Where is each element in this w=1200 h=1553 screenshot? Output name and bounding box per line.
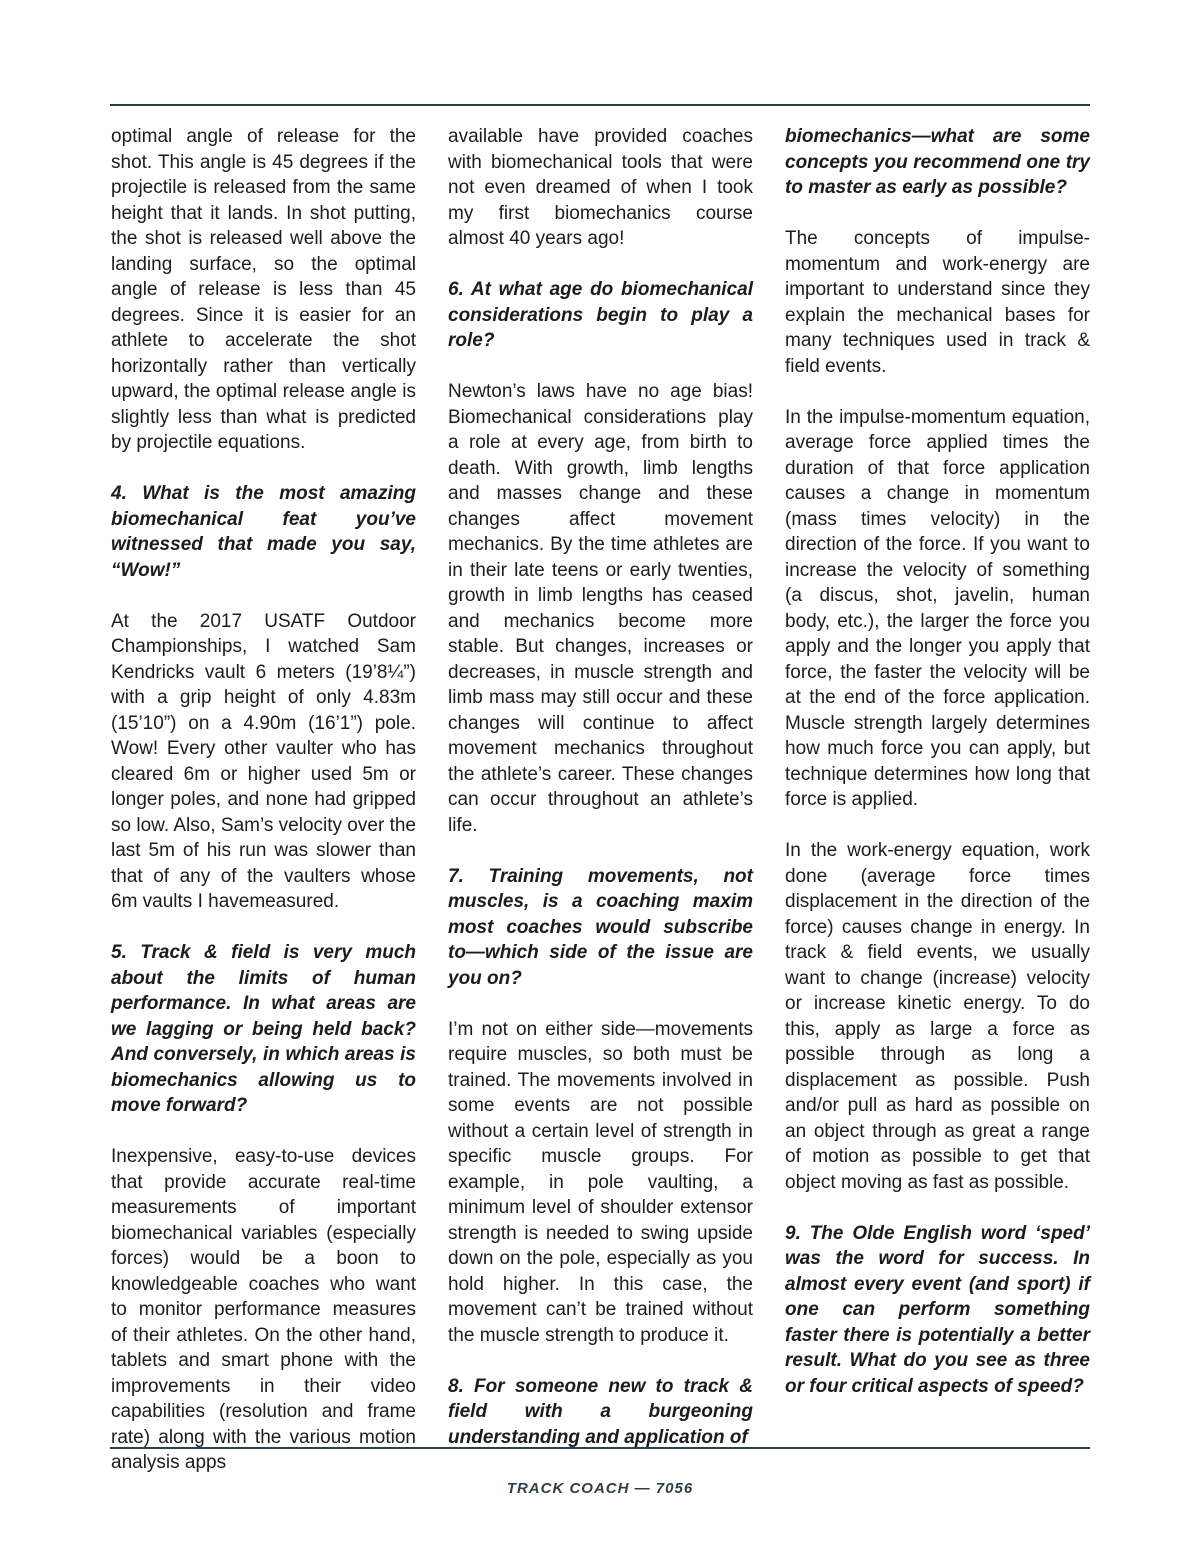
question-heading: biomechanics—what are some concepts you recommend one try to master as early as possible? <box>785 126 1090 198</box>
top-rule <box>110 104 1090 106</box>
question-heading: 4. What is the most amazing biomechanical feat you’ve witnessed that made you say, “Wow!” <box>111 483 416 581</box>
column-1 <box>111 124 416 1476</box>
paragraph: Newton’s laws have no age bias! Biomechanical considerations play a role at every age, from birth to death. With growth, limb lengths and masses change and these changes affect movement mechanics. By the time athletes are in their late teens or early twenties, growth in limb lengths has ceased and mechanics become more stable. But changes, increases or decreases, in muscle strength and limb mass may still occur and these changes will continue to affect movement mechanics throughout the athlete’s career. These changes can occur throughout an athlete’s life. <box>448 381 753 836</box>
page-footer: TRACK COACH — 7056 <box>506 1480 694 1497</box>
paragraph: optimal angle of release for the shot. This angle is 45 degrees if the projectile is released from the same height that it lands. In shot putting, the shot is released well above the landing surface, so the optimal angle of release is less than 45 degrees. Since it is easier for an athlete to accelerate the shot horizontally rather than vertically upward, the optimal release angle is slightly less than what is predicted by projectile equations. <box>111 126 416 453</box>
paragraph: In the impulse-momentum equation, average force applied times the duration of that force application causes a change in momentum (mass times velocity) in the direction of the force. If you want to increase the velocity of something (a discus, shot, javelin, human body, etc.), the larger the force you apply and the longer you apply that force, the faster the velocity will be at the end of the force application. Muscle strength largely determines how much force you can apply, but technique determines how long that force is applied. <box>785 406 1090 810</box>
paragraph: In the work-energy equation, work done (average force times displacement in the direction of the force) causes change in energy. In track & field events, we usually want to change (increase) velocity or increase kinetic energy. To do this, apply as large a force as possible through as long a displacement as possible. Push and/or pull as hard as possible on an object through as great a range of motion as possible to get that object moving as fast as possible. <box>785 840 1090 1193</box>
question-heading: 8. For someone new to track & field with a burgeoning understanding and application of <box>448 1375 753 1448</box>
column-2 <box>448 124 753 1450</box>
question-heading: 6. At what age do biomechanical considerations begin to play a role? <box>448 279 753 351</box>
paragraph: I’m not on either side—movements require muscles, so both must be trained. The movements involved in some events are not possible without a certain level of strength in specific muscle groups. For example, in pole vaulting, a minimum level of shoulder extensor strength is needed to swing upside down on the pole, especially as you hold higher. In this case, the movement can’t be trained without the muscle strength to produce it. <box>448 1018 753 1346</box>
question-heading: 9. The Olde English word ‘sped’ was the word for success. In almost every event (and sport) if one can perform something faster there is potentially a better result. What do you see as three or four critical aspects of speed? <box>785 1222 1090 1397</box>
column-3 <box>785 124 1090 1399</box>
question-heading: 5. Track & field is very much about the limits of human performance. In what areas are we lagging or being held back? And conversely, in which areas is biomechanics allowing us to move forward? <box>111 942 416 1116</box>
paragraph: The concepts of impulse-momentum and work-energy are important to understand since they explain the mechanical bases for many techniques used in track & field events. <box>785 228 1090 377</box>
paragraph: available have provided coaches with biomechanical tools that were not even dreamed of when I took my first biomechanics course almost 40 years ago! <box>448 126 753 249</box>
paragraph: Inexpensive, easy-to-use devices that provide accurate real-time measurements of important biomechanical variables (especially forces) would be a boon to knowledgeable coaches who want to monitor performance measures of their athletes. On the other hand, tablets and smart phone with the improvements in their video capabilities (resolution and frame rate) along with the various motion analysis apps <box>111 1146 416 1473</box>
paragraph: At the 2017 USATF Outdoor Championships, I watched Sam Kendricks vault 6 meters (19’8¼”) with a grip height of only 4.83m (15’10”) on a 4.90m (16’1”) pole. Wow! Every other vaulter who has cleared 6m or higher used 5m or longer poles, and none had gripped so low. Also, Sam’s velocity over the last 5m of his run was slower than that of any of the vaulters whose 6m vaults I havemeasured. <box>111 610 416 912</box>
question-heading: 7. Training movements, not muscles, is a coaching maxim most coaches would subscribe to—which side of the issue are you on? <box>448 865 753 989</box>
bottom-rule <box>110 1447 1090 1449</box>
